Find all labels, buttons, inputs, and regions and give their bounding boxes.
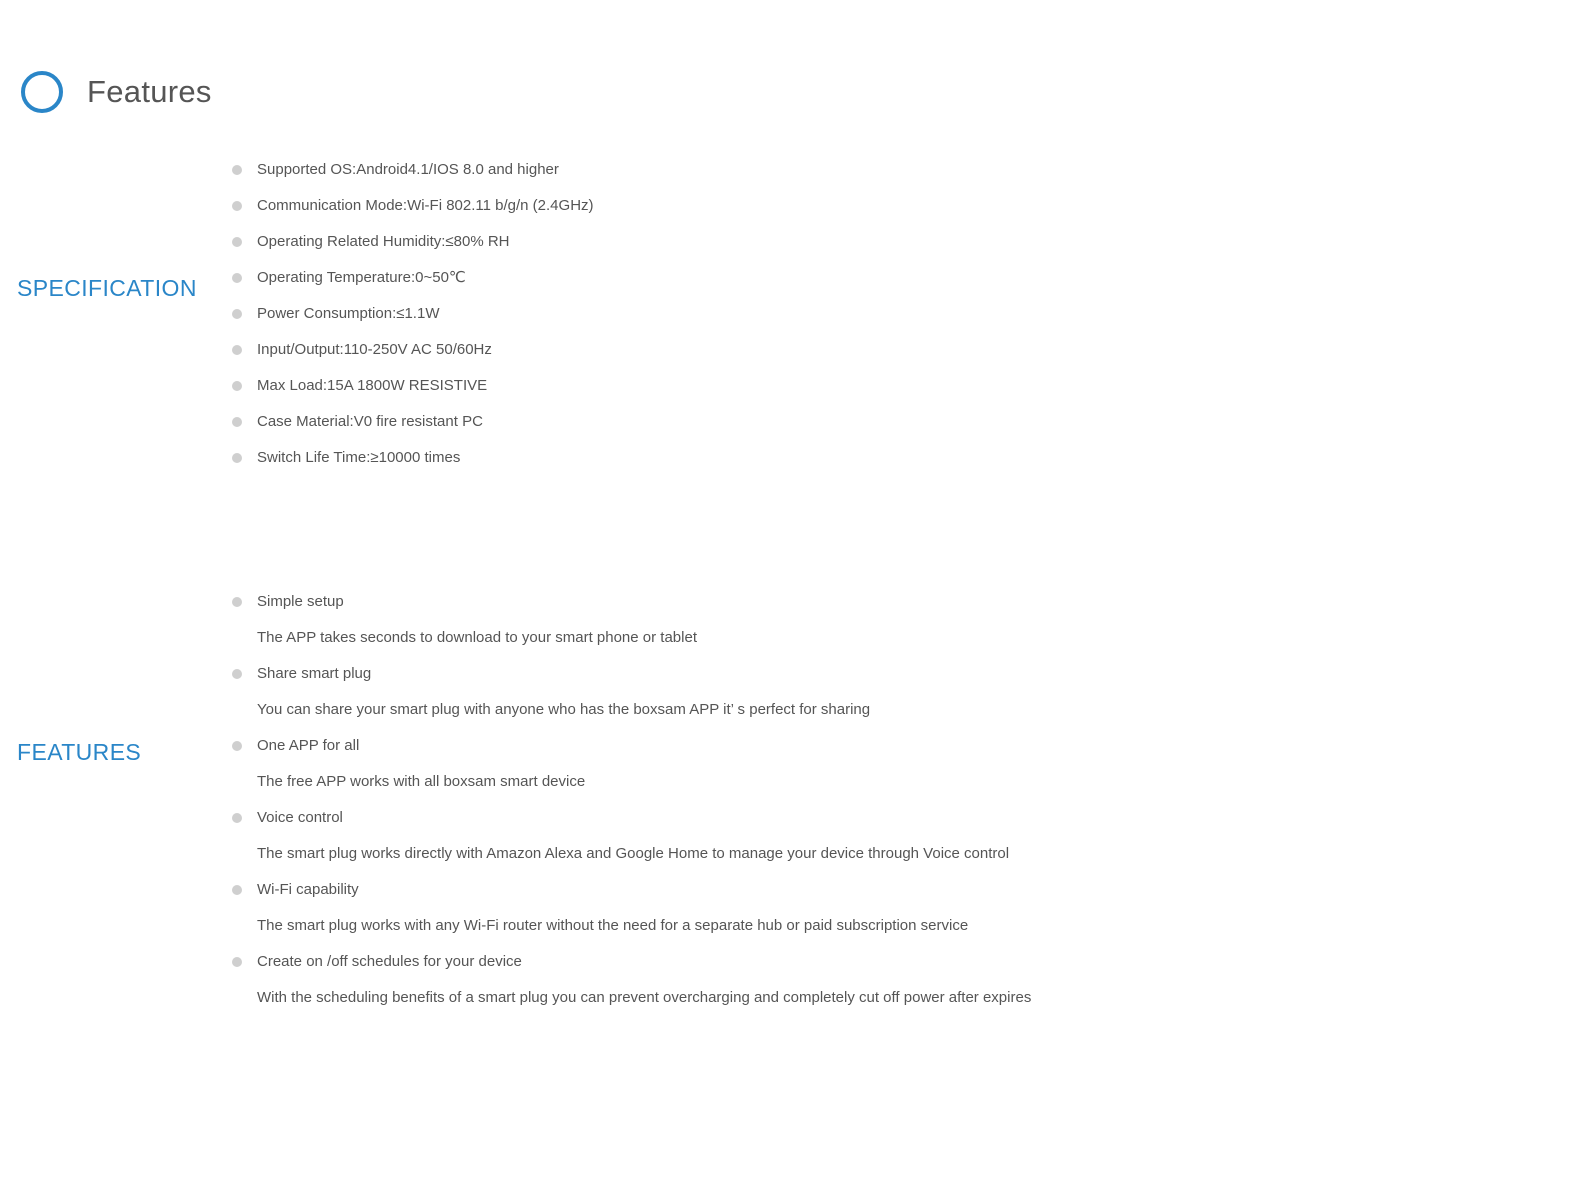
specification-section bbox=[0, 152, 1573, 476]
bullet-icon bbox=[232, 237, 242, 247]
feature-item bbox=[232, 584, 1031, 656]
spec-item-text: Operating Temperature:0~50℃ bbox=[257, 269, 466, 286]
feature-title bbox=[232, 872, 1031, 908]
spec-item bbox=[232, 404, 594, 440]
feature-description: The smart plug works directly with Amazon Alexa and Google Home to manage your device through Voice control bbox=[257, 845, 1010, 862]
spec-item bbox=[232, 152, 594, 188]
bullet-icon bbox=[232, 381, 242, 391]
features-section bbox=[0, 584, 1573, 1016]
spec-item-text: Supported OS:Android4.1/IOS 8.0 and higher bbox=[257, 161, 559, 178]
feature-description: The smart plug works with any Wi-Fi router without the need for a separate hub or paid subscription service bbox=[257, 917, 969, 934]
bullet-icon bbox=[232, 165, 242, 175]
feature-title bbox=[232, 656, 1031, 692]
feature-title bbox=[232, 944, 1031, 980]
feature-item bbox=[232, 800, 1031, 872]
bullet-icon bbox=[232, 417, 242, 427]
feature-title-text: Simple setup bbox=[257, 593, 344, 610]
feature-title-text: Wi-Fi capability bbox=[257, 881, 359, 898]
bullet-icon bbox=[232, 957, 242, 967]
feature-item bbox=[232, 728, 1031, 800]
bullet-icon bbox=[232, 273, 242, 283]
bullet-icon bbox=[232, 885, 242, 895]
spec-item bbox=[232, 332, 594, 368]
bullet-icon bbox=[232, 741, 242, 751]
page-title: Features bbox=[87, 74, 212, 109]
specification-heading: SPECIFICATION bbox=[17, 275, 197, 301]
spec-item bbox=[232, 188, 594, 224]
feature-item bbox=[232, 656, 1031, 728]
spec-item-text: Communication Mode:Wi-Fi 802.11 b/g/n (2.4GHz) bbox=[257, 197, 594, 214]
spec-item-text: Case Material:V0 fire resistant PC bbox=[257, 413, 483, 430]
spec-item bbox=[232, 296, 594, 332]
bullet-icon bbox=[232, 453, 242, 463]
feature-description: You can share your smart plug with anyone who has the boxsam APP it’ s perfect for sharing bbox=[257, 701, 871, 718]
feature-title bbox=[232, 728, 1031, 764]
spec-item-text: Max Load:15A 1800W RESISTIVE bbox=[257, 377, 488, 394]
features-heading: FEATURES bbox=[17, 739, 142, 765]
bullet-icon bbox=[232, 309, 242, 319]
feature-title bbox=[232, 584, 1031, 620]
feature-title-text: One APP for all bbox=[257, 737, 360, 754]
feature-title-text: Voice control bbox=[257, 809, 343, 826]
feature-item bbox=[232, 872, 1031, 944]
feature-description: The free APP works with all boxsam smart device bbox=[257, 773, 586, 790]
feature-title bbox=[232, 800, 1031, 836]
spec-item bbox=[232, 440, 594, 476]
spec-item-text: Switch Life Time:≥10000 times bbox=[257, 449, 461, 466]
ring-icon bbox=[21, 71, 63, 113]
bullet-icon bbox=[232, 345, 242, 355]
bullet-icon bbox=[232, 669, 242, 679]
feature-title-text: Create on /off schedules for your device bbox=[257, 953, 522, 970]
spec-item-text: Input/Output:110-250V AC 50/60Hz bbox=[257, 341, 492, 358]
spec-item bbox=[232, 224, 594, 260]
specification-list bbox=[232, 152, 594, 476]
spec-item-text: Operating Related Humidity:≤80% RH bbox=[257, 233, 510, 250]
spec-item bbox=[232, 368, 594, 404]
feature-description: With the scheduling benefits of a smart plug you can prevent overcharging and completely cut off power after expires bbox=[257, 989, 1032, 1006]
bullet-icon bbox=[232, 813, 242, 823]
feature-title-text: Share smart plug bbox=[257, 665, 372, 682]
bullet-icon bbox=[232, 597, 242, 607]
features-list bbox=[232, 584, 1031, 1016]
bullet-icon bbox=[232, 201, 242, 211]
spec-item bbox=[232, 260, 594, 296]
feature-item bbox=[232, 944, 1031, 1016]
feature-description: The APP takes seconds to download to your smart phone or tablet bbox=[257, 629, 697, 646]
spec-item-text: Power Consumption:≤1.1W bbox=[257, 305, 440, 322]
page-header bbox=[21, 70, 212, 114]
